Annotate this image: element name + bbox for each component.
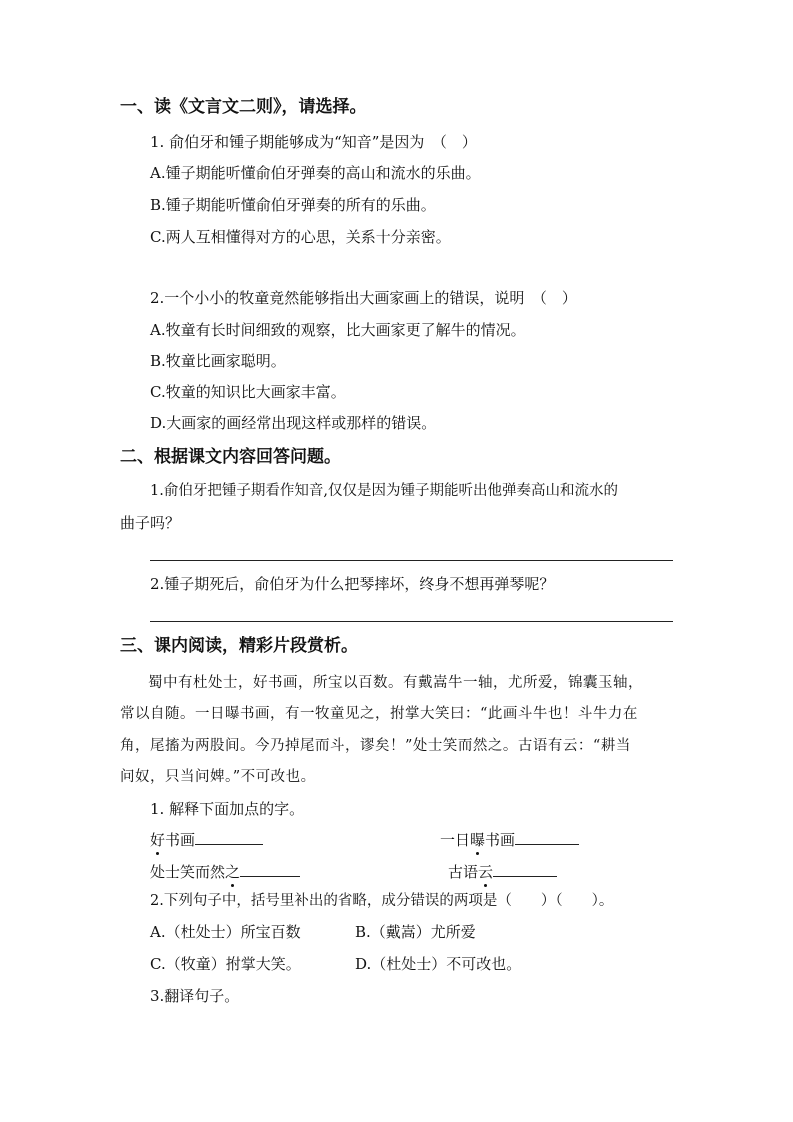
q1-option-b: B.锺子期能听懂俞伯牙弹奏的所有的乐曲。 <box>150 196 436 214</box>
section2-title: 二、根据课文内容回答问题。 <box>120 447 341 467</box>
dotted-char: 曝 <box>470 831 486 849</box>
s3-q3: 3.翻译句子。 <box>150 987 240 1005</box>
s3-q1-stem: 1. 解释下面加点的字。 <box>150 800 305 818</box>
q1-option-a: A.锺子期能听懂俞伯牙弹奏的高山和流水的乐曲。 <box>150 164 481 182</box>
s3-q1-item-d: 古语云 <box>448 860 557 882</box>
s2-q2: 2.锺子期死后，俞伯牙为什么把琴摔坏，终身不想再弹琴呢？ <box>150 575 555 593</box>
passage-line-1: 蜀中有杜处士，好书画，所宝以百数。有戴嵩牛一轴，尤所爱，锦囊玉轴， <box>148 675 643 691</box>
passage-line-3: 角，尾搐为两股间。今乃掉尾而斗，谬矣！”处士笑而然之。古语有云：“耕当 <box>120 738 631 754</box>
q1-option-c: C.两人互相懂得对方的心思，关系十分亲密。 <box>150 228 451 246</box>
s3-q2-stem: 2.下列句子中，括号里补出的省略，成分错误的两项是（ ）（ ）。 <box>150 893 614 909</box>
s3-q2-option-c: C.（牧童）拊掌大笑。 <box>150 955 301 973</box>
s3-q2-option-a: A.（杜处士）所宝百数 <box>150 923 301 941</box>
answer-line-1[interactable] <box>150 560 673 561</box>
s2-q1-line2: 曲子吗？ <box>120 514 181 532</box>
answer-line-2[interactable] <box>150 621 673 622</box>
q2-stem: 2.一个小小的牧童竟然能够指出大画家画上的错误，说明 （ ） <box>150 289 577 307</box>
dotted-char: 好 <box>150 831 166 849</box>
section1-title: 一、读《文言文二则》，请选择。 <box>120 97 367 117</box>
dotted-char: 之 <box>225 863 241 881</box>
s2-q1-line1: 1.俞伯牙把锺子期看作知音,仅仅是因为锺子期能听出他弹奏高山和流水的 <box>150 483 618 499</box>
s3-q1-item-c: 处士笑而然之 <box>150 860 300 882</box>
passage-line-4: 问奴，只当问婢。”不可改也。 <box>120 769 316 785</box>
dotted-char: 云 <box>478 863 494 881</box>
answer-blank-c[interactable] <box>240 860 300 877</box>
s3-q1-item-b: 一日曝书画 <box>440 828 579 850</box>
answer-blank-d[interactable] <box>493 860 557 877</box>
q2-option-c: C.牧童的知识比大画家丰富。 <box>150 383 346 401</box>
answer-blank-a[interactable] <box>195 828 263 845</box>
q2-option-b: B.牧童比画家聪明。 <box>150 352 286 370</box>
q1-stem: 1. 俞伯牙和锺子期能够成为“知音”是因为 （ ） <box>150 133 477 151</box>
s3-q2-option-d: D.（杜处士）不可改也。 <box>355 955 522 973</box>
q2-option-a: A.牧童有长时间细致的观察，比大画家更了解牛的情况。 <box>150 321 526 339</box>
s3-q2-option-b: B.（戴嵩）尤所爱 <box>355 923 476 941</box>
answer-blank-b[interactable] <box>515 828 579 845</box>
q2-option-d: D.大画家的画经常出现这样或那样的错误。 <box>150 414 437 432</box>
passage-line-2: 常以自随。一日曝书画，有一牧童见之，拊掌大笑曰：“此画斗牛也！斗牛力在 <box>120 706 638 722</box>
section3-title: 三、课内阅读，精彩片段赏析。 <box>120 636 358 656</box>
s3-q1-item-a: 好书画 <box>150 828 263 850</box>
